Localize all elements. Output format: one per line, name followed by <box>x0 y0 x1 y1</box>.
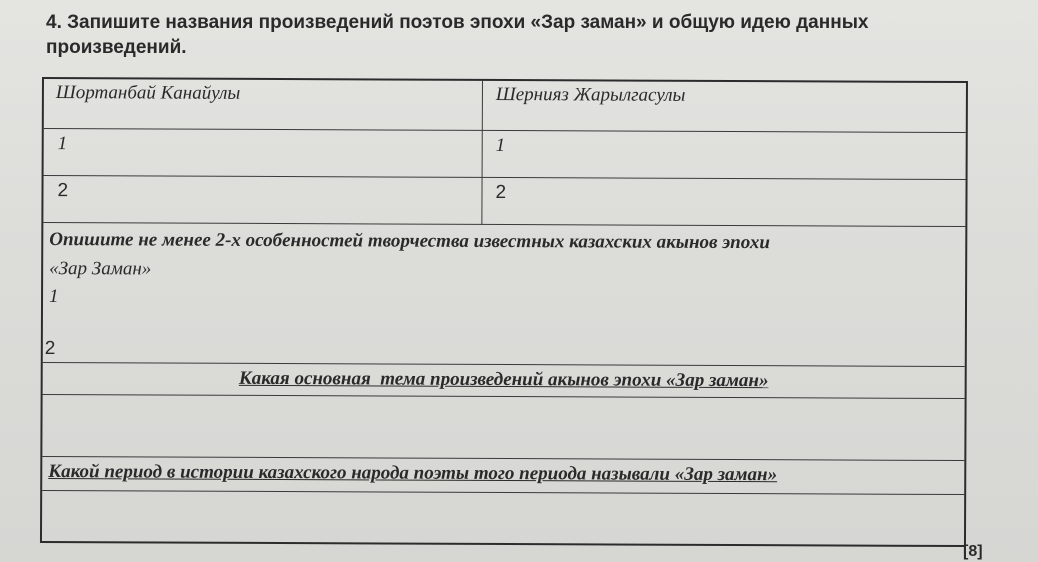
header-sherniyaz: Шернияз Жарылгасулы <box>495 83 686 106</box>
answer-table <box>40 77 968 547</box>
score-label: [8] <box>963 543 983 560</box>
theme-answer-space <box>42 395 964 461</box>
table-row <box>43 176 965 227</box>
features-item-2: 2 <box>44 338 56 360</box>
features-prompt-line1: Опишите не менее 2-х особенностей творчества известных казахских акынов эпохи <box>49 229 770 254</box>
period-answer-space <box>42 491 964 545</box>
theme-question: Какая основная тема произведений акынов эпохи «Зар заман» <box>238 367 769 392</box>
features-item-1: 1 <box>48 286 59 308</box>
row2-col2-number: 2 <box>495 181 507 204</box>
row1-col2-number: 1 <box>495 134 506 157</box>
table-row <box>44 129 966 180</box>
theme-question-row <box>43 363 965 399</box>
period-question-row <box>42 457 964 495</box>
task-heading: 4. Запишите названия произведений поэтов эпохи «Зар заман» и общую идею данных произведений. <box>46 12 869 58</box>
features-prompt-line2: «Зар Заман» <box>49 258 152 280</box>
row2-col1-number: 2 <box>57 180 69 202</box>
features-section <box>43 223 966 367</box>
header-row <box>44 79 966 133</box>
period-question: Какой период в истории казахского народа поэты того периода называли «Зар заман» <box>48 461 778 486</box>
row1-col1-number: 1 <box>57 133 68 155</box>
header-shortanbay: Шортанбай Канайулы <box>55 82 241 104</box>
